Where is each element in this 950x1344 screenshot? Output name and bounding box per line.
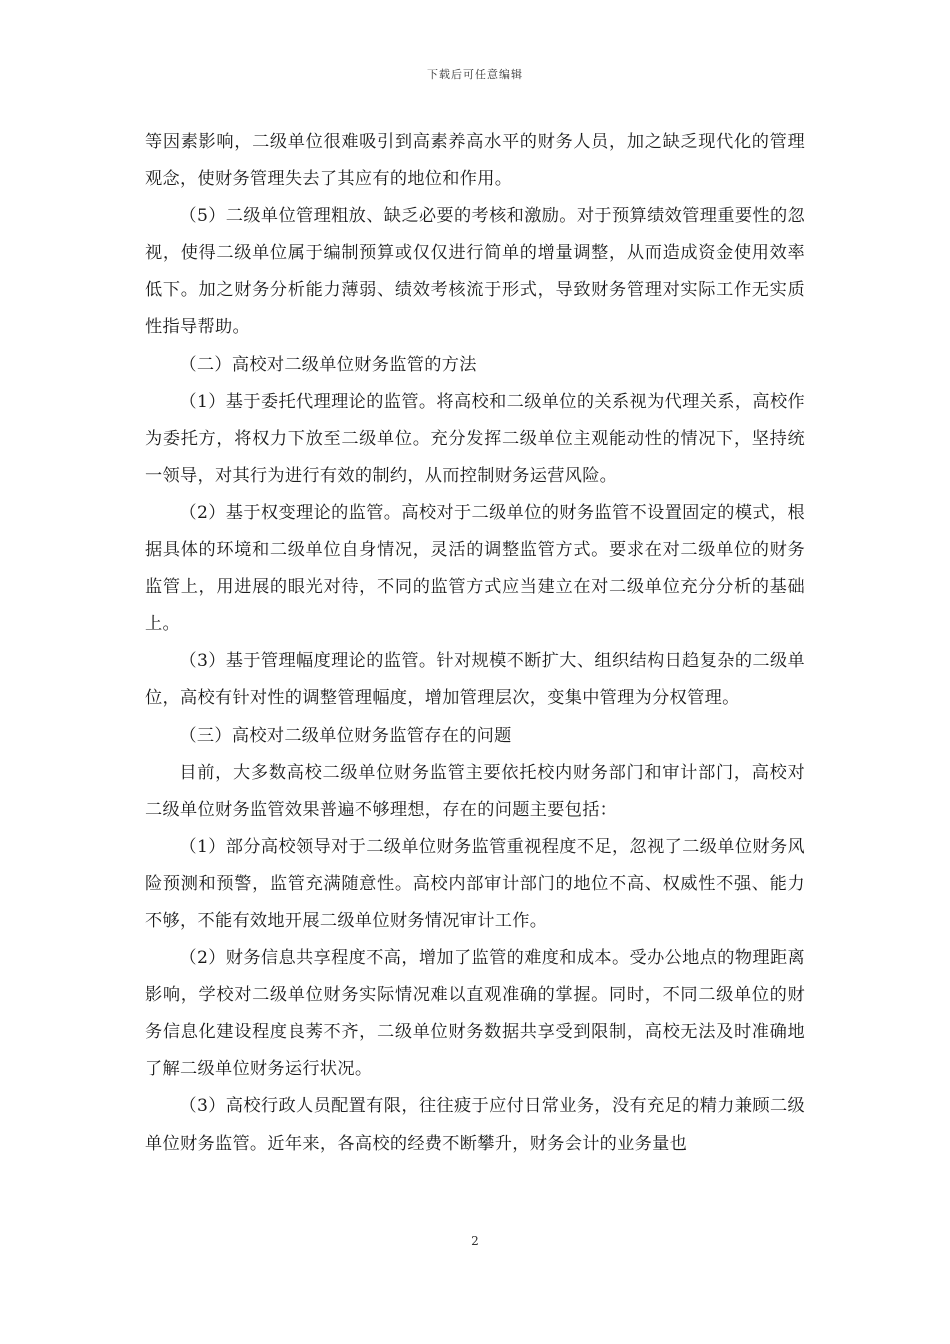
paragraph-method-2: （2）基于权变理论的监管。高校对于二级单位的财务监管不设置固定的模式，根据具体的环境和二级单位自身情况，灵活的调整监管方式。要求在对二级单位的财务监管上，用进展的眼光对待，不同的监管方式应当建立在对二级单位充分分析的基础上。 (145, 502, 805, 635)
paragraph-method-3: （3）基于管理幅度理论的监管。针对规模不断扩大、组织结构日趋复杂的二级单位，高校有针对性的调整管理幅度，增加管理层次，变集中管理为分权管理。 (145, 651, 805, 709)
document-body (145, 124, 805, 1163)
page-header: 下载后可任意编辑 (427, 68, 523, 81)
paragraph-problem-3: （3）高校行政人员配置有限，往往疲于应付日常业务，没有充足的精力兼顾二级单位财务监管。近年来，各高校的经费不断攀升，财务会计的业务量也 (145, 1096, 805, 1154)
paragraph-problem-1: （1）部分高校领导对于二级单位财务监管重视程度不足，忽视了二级单位财务风险预测和预警，监管充满随意性。高校内部审计部门的地位不高、权威性不强、能力不够，不能有效地开展二级单位财务情况审计工作。 (145, 836, 805, 931)
paragraph-problem-2: （2）财务信息共享程度不高，增加了监管的难度和成本。受办公地点的物理距离影响，学校对二级单位财务实际情况难以直观准确的掌握。同时，不同二级单位的财务信息化建设程度良莠不齐，二级单位财务数据共享受到限制，高校无法及时准确地了解二级单位财务运行状况。 (145, 948, 805, 1080)
paragraph-method-1: （1）基于委托代理理论的监管。将高校和二级单位的关系视为代理关系，高校作为委托方，将权力下放至二级单位。充分发挥二级单位主观能动性的情况下，坚持统一领导，对其行为进行有效的制约，从而控制财务运营风险。 (145, 391, 805, 486)
paragraph-problems-intro: 目前，大多数高校二级单位财务监管主要依托校内财务部门和审计部门，高校对二级单位财务监管效果普遍不够理想，存在的问题主要包括： (145, 762, 805, 820)
section-heading-problems: （三）高校对二级单位财务监管存在的问题 (179, 725, 512, 746)
paragraph-item-5: （5）二级单位管理粗放、缺乏必要的考核和激励。对于预算绩效管理重要性的忽视，使得二级单位属于编制预算或仅仅进行简单的增量调整，从而造成资金使用效率低下。加之财务分析能力薄弱、绩效考核流于形式，导致财务管理对实际工作无实质性指导帮助。 (145, 206, 805, 338)
page-number: 2 (471, 1234, 479, 1248)
paragraph-continuation: 等因素影响，二级单位很难吸引到高素养高水平的财务人员，加之缺乏现代化的管理观念，使财务管理失去了其应有的地位和作用。 (145, 132, 805, 190)
section-heading-methods: （二）高校对二级单位财务监管的方法 (179, 354, 477, 375)
